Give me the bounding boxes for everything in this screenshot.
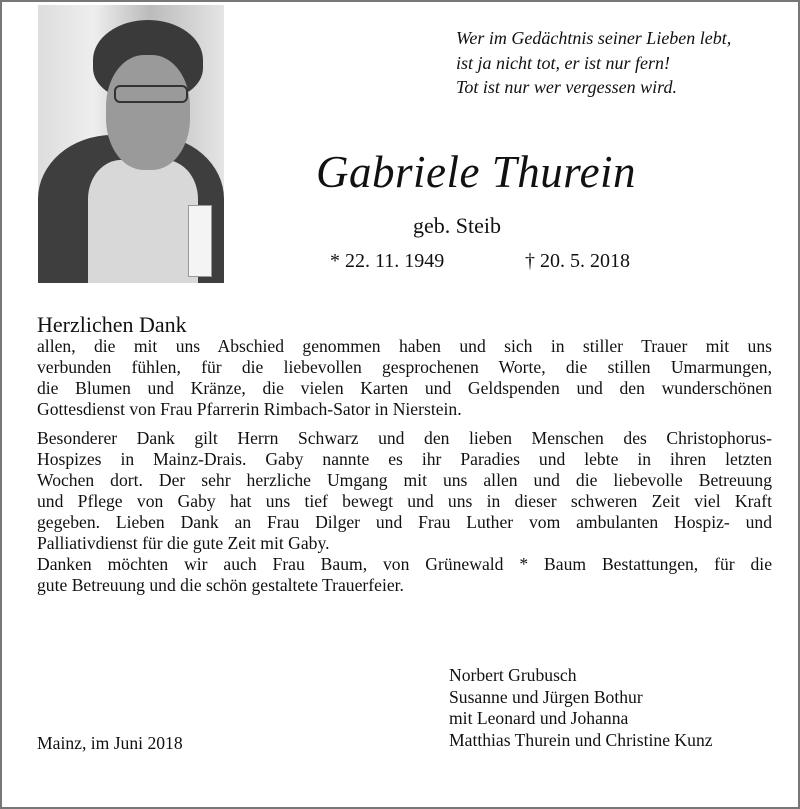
body-line: gegeben. Lieben Dank an Frau Dilger und Frau Luther vom ambulanten Hospiz- und xyxy=(37,512,772,532)
deceased-name: Gabriele Thurein xyxy=(316,147,637,197)
place-date: Mainz, im Juni 2018 xyxy=(37,733,183,753)
quote-line: Tot ist nur wer vergessen wird. xyxy=(456,77,678,97)
body-line: allen, die mit uns Abschied genommen haben und sich in stiller Trauer mit uns xyxy=(37,336,772,356)
body-line: die Blumen und Kränze, die vielen Karten und Geldspenden und den wunderschönen xyxy=(37,378,772,398)
body-line: Gottesdienst von Frau Pfarrerin Rimbach-Sator in Nierstein. xyxy=(37,399,462,419)
body-line: Danken möchten wir auch Frau Baum, von Grünewald * Baum Bestattungen, für die xyxy=(37,554,772,574)
birth-date: * 22. 11. 1949 xyxy=(330,250,445,272)
signatory: mit Leonard und Johanna xyxy=(449,708,629,728)
signatories xyxy=(449,665,713,751)
body-line: Palliativdienst für die gute Zeit mit Gaby. xyxy=(37,533,330,553)
memorial-quote xyxy=(456,26,731,100)
signatory: Norbert Grubusch xyxy=(449,665,577,685)
body-line: verbunden fühlen, für die liebevollen gesprochenen Worte, die stillen Umarmungen, xyxy=(37,357,772,377)
signatory: Susanne und Jürgen Bothur xyxy=(449,686,643,707)
body-line: Besonderer Dank gilt Herrn Schwarz und den lieben Menschen des Christophorus- xyxy=(37,428,772,448)
quote-line: Wer im Gedächtnis seiner Lieben lebt, xyxy=(456,28,732,48)
body-line: Hospizes in Mainz-Drais. Gaby nannte es ihr Paradies und lebte in ihren letzten xyxy=(37,449,772,469)
quote-line: ist ja nicht tot, er ist nur fern! xyxy=(456,52,670,73)
signatory: Matthias Thurein und Christine Kunz xyxy=(449,729,713,750)
portrait-photo xyxy=(38,5,224,283)
death-date: † 20. 5. 2018 xyxy=(525,250,630,272)
body-line: gute Betreuung und die schön gestaltete Trauerfeier. xyxy=(37,575,404,595)
thanks-heading: Herzlichen Dank xyxy=(37,312,187,337)
thanks-body xyxy=(37,336,772,596)
body-line: Wochen dort. Der sehr herzliche Umgang mit uns allen und die liebevolle Betreuung xyxy=(37,470,772,490)
body-line: und Pflege von Gaby hat uns tief bewegt und uns in dieser schweren Zeit viel Kraft xyxy=(37,491,772,511)
birth-name: geb. Steib xyxy=(413,213,501,238)
